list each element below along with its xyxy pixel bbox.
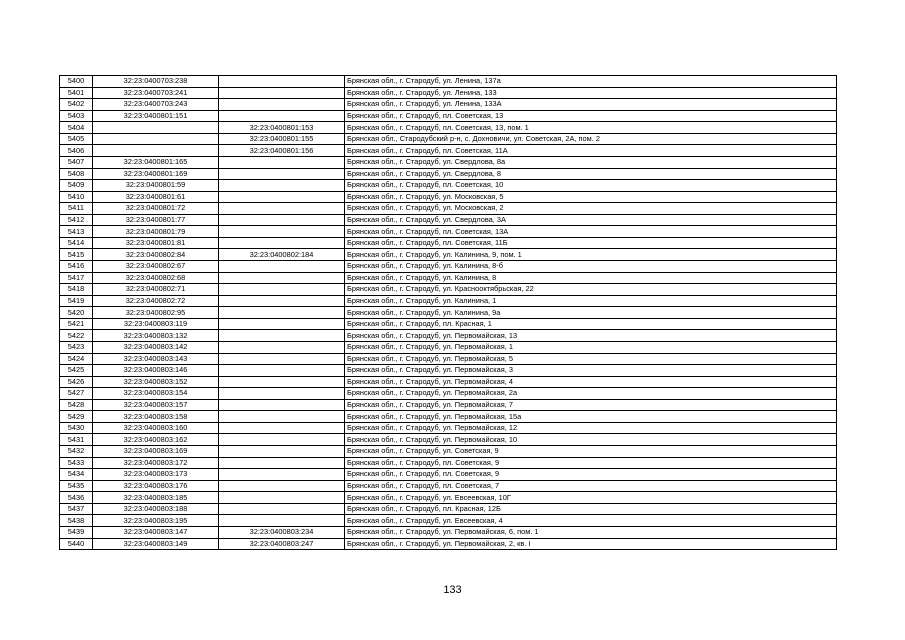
address-cell: Брянская обл., г. Стародуб, пл. Советская, 11Б [345,237,837,249]
cadastral-number-cell: 32:23:0400801:77 [93,214,219,226]
row-number-cell: 5416 [60,261,93,273]
address-cell: Брянская обл., г. Стародуб, пл. Красная, 12Б [345,503,837,515]
cadastral-number-cell: 32:23:0400703:238 [93,76,219,88]
linked-cadastral-number-cell [219,110,345,122]
linked-cadastral-number-cell [219,272,345,284]
cadastral-number-cell: 32:23:0400703:243 [93,99,219,111]
cadastral-number-cell: 32:23:0400802:68 [93,272,219,284]
row-number-cell: 5413 [60,226,93,238]
address-cell: Брянская обл., г. Стародуб, ул. Московская, 5 [345,191,837,203]
cadastral-number-cell: 32:23:0400803:162 [93,434,219,446]
linked-cadastral-number-cell [219,399,345,411]
address-cell: Брянская обл., г. Стародуб, ул. Первомайская, 4 [345,376,837,388]
row-number-cell: 5418 [60,284,93,296]
table-row [60,168,837,180]
cadastral-number-cell: 32:23:0400803:195 [93,515,219,527]
cadastral-number-cell: 32:23:0400803:157 [93,399,219,411]
row-number-cell: 5440 [60,538,93,550]
row-number-cell: 5427 [60,388,93,400]
cadastral-number-cell: 32:23:0400803:146 [93,365,219,377]
linked-cadastral-number-cell [219,388,345,400]
table-row [60,237,837,249]
row-number-cell: 5409 [60,180,93,192]
address-cell: Брянская обл., г. Стародуб, ул. Первомайская, 15а [345,411,837,423]
cadastral-number-cell: 32:23:0400703:241 [93,87,219,99]
linked-cadastral-number-cell [219,318,345,330]
table-row [60,434,837,446]
registry-table-body [60,76,837,550]
row-number-cell: 5417 [60,272,93,284]
cadastral-number-cell: 32:23:0400801:165 [93,156,219,168]
row-number-cell: 5405 [60,133,93,145]
cadastral-number-cell: 32:23:0400801:61 [93,191,219,203]
address-cell: Брянская обл., г. Стародуб, ул. Первомайская, 3 [345,365,837,377]
linked-cadastral-number-cell: 32:23:0400802:184 [219,249,345,261]
linked-cadastral-number-cell [219,480,345,492]
table-row [60,261,837,273]
row-number-cell: 5402 [60,99,93,111]
address-cell: Брянская обл., г. Стародуб, ул. Ленина, 133А [345,99,837,111]
linked-cadastral-number-cell [219,365,345,377]
address-cell: Брянская обл., г. Стародуб, ул. Советская, 9 [345,446,837,458]
address-cell: Брянская обл., г. Стародуб, пл. Советская, 9 [345,457,837,469]
table-row [60,538,837,550]
address-cell: Брянская обл., г. Стародуб, ул. Свердлова, 8а [345,156,837,168]
address-cell: Брянская обл., г. Стародуб, пл. Советская, 11А [345,145,837,157]
row-number-cell: 5437 [60,503,93,515]
linked-cadastral-number-cell [219,330,345,342]
linked-cadastral-number-cell: 32:23:0400801:155 [219,133,345,145]
table-row [60,318,837,330]
table-row [60,480,837,492]
row-number-cell: 5433 [60,457,93,469]
table-row [60,249,837,261]
address-cell: Брянская обл., г. Стародуб, пл. Советская, 13 [345,110,837,122]
address-cell: Брянская обл., г. Стародуб, ул. Ленина, 137а [345,76,837,88]
linked-cadastral-number-cell: 32:23:0400801:153 [219,122,345,134]
row-number-cell: 5434 [60,469,93,481]
table-row [60,122,837,134]
cadastral-number-cell: 32:23:0400803:132 [93,330,219,342]
table-row [60,446,837,458]
cadastral-number-cell: 32:23:0400803:119 [93,318,219,330]
row-number-cell: 5404 [60,122,93,134]
linked-cadastral-number-cell [219,307,345,319]
cadastral-number-cell: 32:23:0400801:169 [93,168,219,180]
cadastral-number-cell [93,145,219,157]
page-number: 133 [443,584,462,596]
table-row [60,422,837,434]
address-cell: Брянская обл., г. Стародуб, ул. Ленина, 133 [345,87,837,99]
table-row [60,330,837,342]
address-cell: Брянская обл., г. Стародуб, ул. Первомайская, 6, пом. 1 [345,526,837,538]
cadastral-number-cell: 32:23:0400803:154 [93,388,219,400]
linked-cadastral-number-cell [219,515,345,527]
address-cell: Брянская обл., г. Стародуб, ул. Первомайская, 2а [345,388,837,400]
table-row [60,353,837,365]
linked-cadastral-number-cell [219,341,345,353]
cadastral-number-cell: 32:23:0400803:188 [93,503,219,515]
table-row [60,180,837,192]
row-number-cell: 5430 [60,422,93,434]
address-cell: Брянская обл., г. Стародуб, ул. Первомайская, 5 [345,353,837,365]
linked-cadastral-number-cell: 32:23:0400801:156 [219,145,345,157]
row-number-cell: 5429 [60,411,93,423]
linked-cadastral-number-cell: 32:23:0400803:247 [219,538,345,550]
linked-cadastral-number-cell [219,237,345,249]
property-registry-table [59,75,837,550]
address-cell: Брянская обл., г. Стародуб, ул. Калинина, 9, пом. 1 [345,249,837,261]
address-cell: Брянская обл., г. Стародуб, ул. Первомайская, 12 [345,422,837,434]
cadastral-number-cell: 32:23:0400803:152 [93,376,219,388]
address-cell: Брянская обл., г. Стародуб, ул. Первомайская, 10 [345,434,837,446]
row-number-cell: 5411 [60,203,93,215]
linked-cadastral-number-cell [219,156,345,168]
row-number-cell: 5435 [60,480,93,492]
address-cell: Брянская обл., г. Стародуб, ул. Московская, 2 [345,203,837,215]
table-row [60,156,837,168]
row-number-cell: 5425 [60,365,93,377]
linked-cadastral-number-cell [219,411,345,423]
cadastral-number-cell: 32:23:0400802:84 [93,249,219,261]
address-cell: Брянская обл., г. Стародуб, ул. Свердлова, 8 [345,168,837,180]
row-number-cell: 5432 [60,446,93,458]
table-row [60,76,837,88]
cadastral-number-cell: 32:23:0400802:95 [93,307,219,319]
address-cell: Брянская обл., г. Стародуб, пл. Красная, 1 [345,318,837,330]
row-number-cell: 5439 [60,526,93,538]
address-cell: Брянская обл., Стародубский р-н, с. Дохновичи, ул. Советская, 2А, пом. 2 [345,133,837,145]
table-row [60,99,837,111]
cadastral-number-cell: 32:23:0400803:185 [93,492,219,504]
address-cell: Брянская обл., г. Стародуб, ул. Свердлова, 3А [345,214,837,226]
address-cell: Брянская обл., г. Стародуб, пл. Советская, 9 [345,469,837,481]
linked-cadastral-number-cell [219,492,345,504]
cadastral-number-cell: 32:23:0400801:81 [93,237,219,249]
row-number-cell: 5415 [60,249,93,261]
linked-cadastral-number-cell [219,353,345,365]
row-number-cell: 5414 [60,237,93,249]
cadastral-number-cell [93,133,219,145]
table-row [60,526,837,538]
address-cell: Брянская обл., г. Стародуб, ул. Калинина, 1 [345,295,837,307]
address-cell: Брянская обл., г. Стародуб, ул. Первомайская, 7 [345,399,837,411]
table-row [60,399,837,411]
address-cell: Брянская обл., г. Стародуб, ул. Калинина, 9а [345,307,837,319]
row-number-cell: 5401 [60,87,93,99]
row-number-cell: 5400 [60,76,93,88]
row-number-cell: 5424 [60,353,93,365]
table-row [60,295,837,307]
linked-cadastral-number-cell [219,76,345,88]
row-number-cell: 5422 [60,330,93,342]
table-row [60,203,837,215]
table-row [60,214,837,226]
row-number-cell: 5428 [60,399,93,411]
table-row [60,226,837,238]
linked-cadastral-number-cell [219,469,345,481]
table-row [60,365,837,377]
linked-cadastral-number-cell [219,422,345,434]
cadastral-number-cell: 32:23:0400801:151 [93,110,219,122]
cadastral-number-cell: 32:23:0400803:142 [93,341,219,353]
row-number-cell: 5407 [60,156,93,168]
row-number-cell: 5420 [60,307,93,319]
address-cell: Брянская обл., г. Стародуб, ул. Первомайская, 1 [345,341,837,353]
linked-cadastral-number-cell: 32:23:0400803:234 [219,526,345,538]
row-number-cell: 5423 [60,341,93,353]
cadastral-number-cell: 32:23:0400801:72 [93,203,219,215]
table-row [60,515,837,527]
cadastral-number-cell: 32:23:0400803:160 [93,422,219,434]
table-row [60,341,837,353]
cadastral-number-cell: 32:23:0400802:71 [93,284,219,296]
linked-cadastral-number-cell [219,284,345,296]
row-number-cell: 5438 [60,515,93,527]
table-row [60,284,837,296]
linked-cadastral-number-cell [219,295,345,307]
table-row [60,307,837,319]
linked-cadastral-number-cell [219,180,345,192]
address-cell: Брянская обл., г. Стародуб, ул. Евсеевская, 10Г [345,492,837,504]
cadastral-number-cell: 32:23:0400801:79 [93,226,219,238]
cadastral-number-cell: 32:23:0400802:72 [93,295,219,307]
cadastral-number-cell: 32:23:0400803:147 [93,526,219,538]
linked-cadastral-number-cell [219,87,345,99]
linked-cadastral-number-cell [219,168,345,180]
table-row [60,191,837,203]
row-number-cell: 5406 [60,145,93,157]
cadastral-number-cell: 32:23:0400802:67 [93,261,219,273]
linked-cadastral-number-cell [219,376,345,388]
row-number-cell: 5419 [60,295,93,307]
cadastral-number-cell [93,122,219,134]
table-row [60,411,837,423]
table-row [60,457,837,469]
cadastral-number-cell: 32:23:0400803:169 [93,446,219,458]
cadastral-number-cell: 32:23:0400803:172 [93,457,219,469]
table-row [60,388,837,400]
table-row [60,469,837,481]
cadastral-number-cell: 32:23:0400803:143 [93,353,219,365]
address-cell: Брянская обл., г. Стародуб, пл. Советская, 10 [345,180,837,192]
address-cell: Брянская обл., г. Стародуб, ул. Первомайская, 13 [345,330,837,342]
row-number-cell: 5436 [60,492,93,504]
linked-cadastral-number-cell [219,261,345,273]
linked-cadastral-number-cell [219,203,345,215]
row-number-cell: 5403 [60,110,93,122]
address-cell: Брянская обл., г. Стародуб, ул. Калинина, 8-б [345,261,837,273]
address-cell: Брянская обл., г. Стародуб, ул. Первомайская, 2, кв. I [345,538,837,550]
cadastral-number-cell: 32:23:0400801:59 [93,180,219,192]
linked-cadastral-number-cell [219,434,345,446]
address-cell: Брянская обл., г. Стародуб, ул. Красноoктябрьская, 22 [345,284,837,296]
row-number-cell: 5410 [60,191,93,203]
linked-cadastral-number-cell [219,503,345,515]
table-row [60,503,837,515]
row-number-cell: 5408 [60,168,93,180]
row-number-cell: 5412 [60,214,93,226]
address-cell: Брянская обл., г. Стародуб, пл. Советская, 13, пом. 1 [345,122,837,134]
linked-cadastral-number-cell [219,226,345,238]
row-number-cell: 5431 [60,434,93,446]
table-row [60,87,837,99]
table-row [60,145,837,157]
linked-cadastral-number-cell [219,446,345,458]
linked-cadastral-number-cell [219,191,345,203]
address-cell: Брянская обл., г. Стародуб, ул. Евсеевская, 4 [345,515,837,527]
cadastral-number-cell: 32:23:0400803:173 [93,469,219,481]
table-row [60,376,837,388]
linked-cadastral-number-cell [219,214,345,226]
row-number-cell: 5421 [60,318,93,330]
table-row [60,133,837,145]
cadastral-number-cell: 32:23:0400803:176 [93,480,219,492]
address-cell: Брянская обл., г. Стародуб, пл. Советская, 13А [345,226,837,238]
cadastral-number-cell: 32:23:0400803:149 [93,538,219,550]
linked-cadastral-number-cell [219,457,345,469]
linked-cadastral-number-cell [219,99,345,111]
cadastral-number-cell: 32:23:0400803:158 [93,411,219,423]
row-number-cell: 5426 [60,376,93,388]
table-row [60,272,837,284]
address-cell: Брянская обл., г. Стародуб, ул. Калинина, 8 [345,272,837,284]
table-row [60,110,837,122]
table-row [60,492,837,504]
address-cell: Брянская обл., г. Стародуб, пл. Советская, 7 [345,480,837,492]
